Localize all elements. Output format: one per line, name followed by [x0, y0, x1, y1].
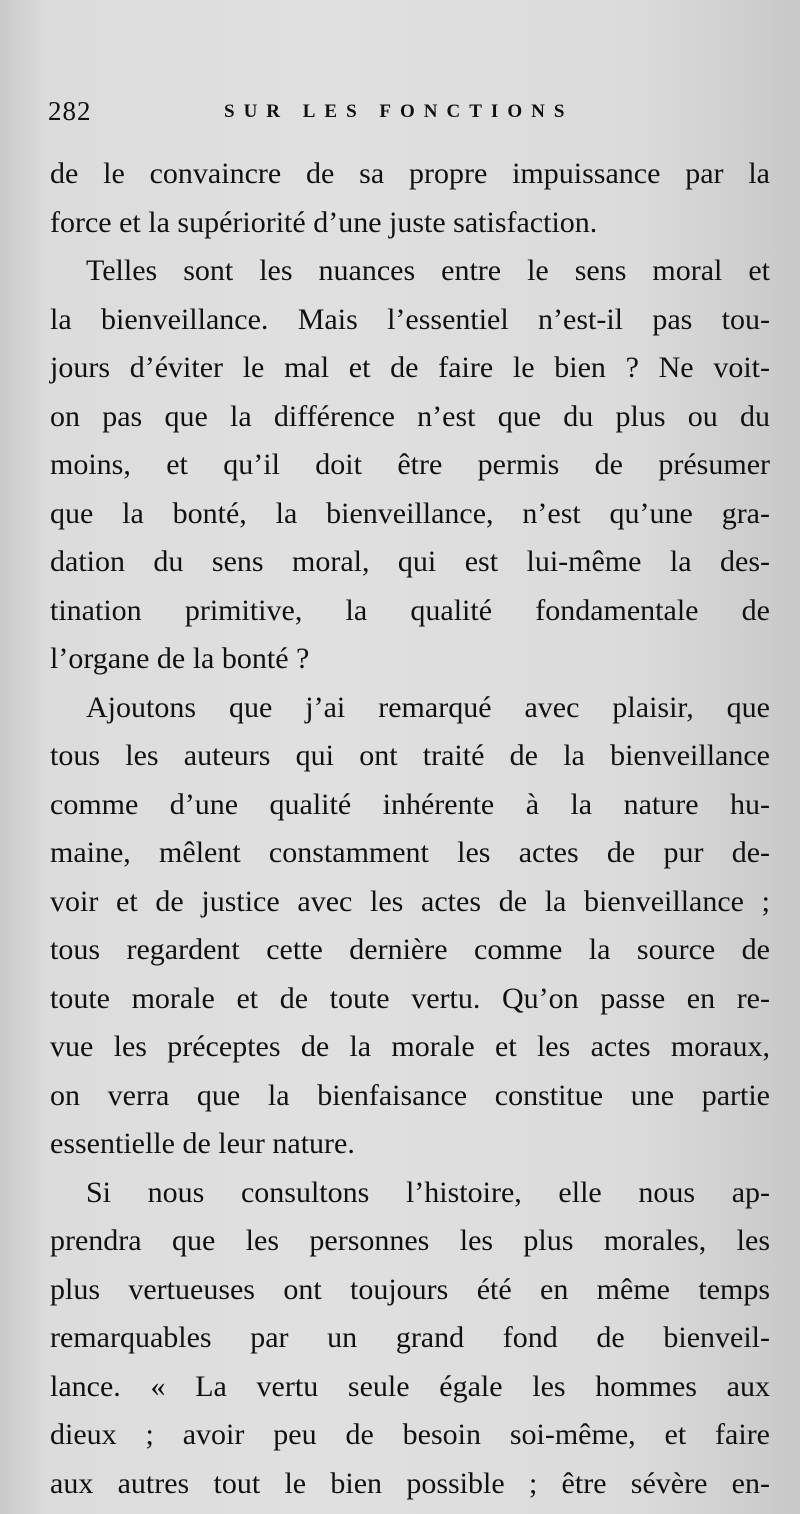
text-line: tous regardent cette dernière comme la source de	[50, 933, 770, 966]
text-line: plus vertueuses ont toujours été en même temps	[50, 1272, 770, 1306]
text-line: prendra que les personnes les plus morales, les	[50, 1224, 770, 1257]
running-head: SUR LES FONCTIONS	[224, 101, 574, 122]
text-line: force et la supériorité d’une juste satisfaction.	[50, 205, 598, 239]
text-line: moins, et qu’il doit être permis de présumer	[50, 448, 770, 481]
text-line: jours d’éviter le mal et de faire le bien ? Ne voit-	[50, 351, 770, 384]
text-line: remarquables par un grand fond de bienveil-	[50, 1321, 770, 1354]
text-line: maine, mêlent constamment les actes de pur de-	[50, 836, 770, 869]
text-line: toute morale et de toute vertu. Qu’on passe en re-	[50, 981, 770, 1015]
text-line: Ajoutons que j’ai remarqué avec plaisir, que	[86, 690, 770, 724]
text-line: Telles sont les nuances entre le sens moral et	[86, 254, 770, 287]
text-line: l’organe de la bonté ?	[50, 642, 310, 675]
text-line: essentielle de leur nature.	[50, 1127, 355, 1160]
text-line: dieux ; avoir peu de besoin soi-même, et faire	[50, 1418, 770, 1451]
text-line: que la bonté, la bienveillance, n’est qu’une gra-	[50, 496, 770, 530]
text-line: de le convaincre de sa propre impuissance par la	[50, 157, 770, 190]
text-line: aux autres tout le bien possible ; être sévère en-	[50, 1466, 770, 1500]
text-line: dation du sens moral, qui est lui-même la des-	[50, 545, 770, 578]
text-line: tous les auteurs qui ont traité de la bienveillance	[50, 739, 770, 772]
text-line: la bienveillance. Mais l’essentiel n’est-il pas tou-	[50, 302, 770, 336]
text-line: on pas que la différence n’est que du plus ou du	[50, 399, 770, 433]
text-line: lance. « La vertu seule égale les hommes aux	[50, 1369, 770, 1403]
text-line: tination primitive, la qualité fondamentale de	[50, 593, 770, 627]
body-text	[50, 150, 770, 1508]
text-line: Si nous consultons l’histoire, elle nous ap-	[86, 1175, 770, 1209]
text-line: vue les préceptes de la morale et les actes moraux,	[50, 1030, 770, 1063]
page-number: 282	[48, 96, 92, 126]
text-line: on verra que la bienfaisance constitue une partie	[50, 1078, 770, 1112]
page-header	[44, 96, 784, 136]
text-line: voir et de justice avec les actes de la bienveillance ;	[50, 884, 770, 918]
text-line: comme d’une qualité inhérente à la nature hu-	[50, 787, 770, 821]
